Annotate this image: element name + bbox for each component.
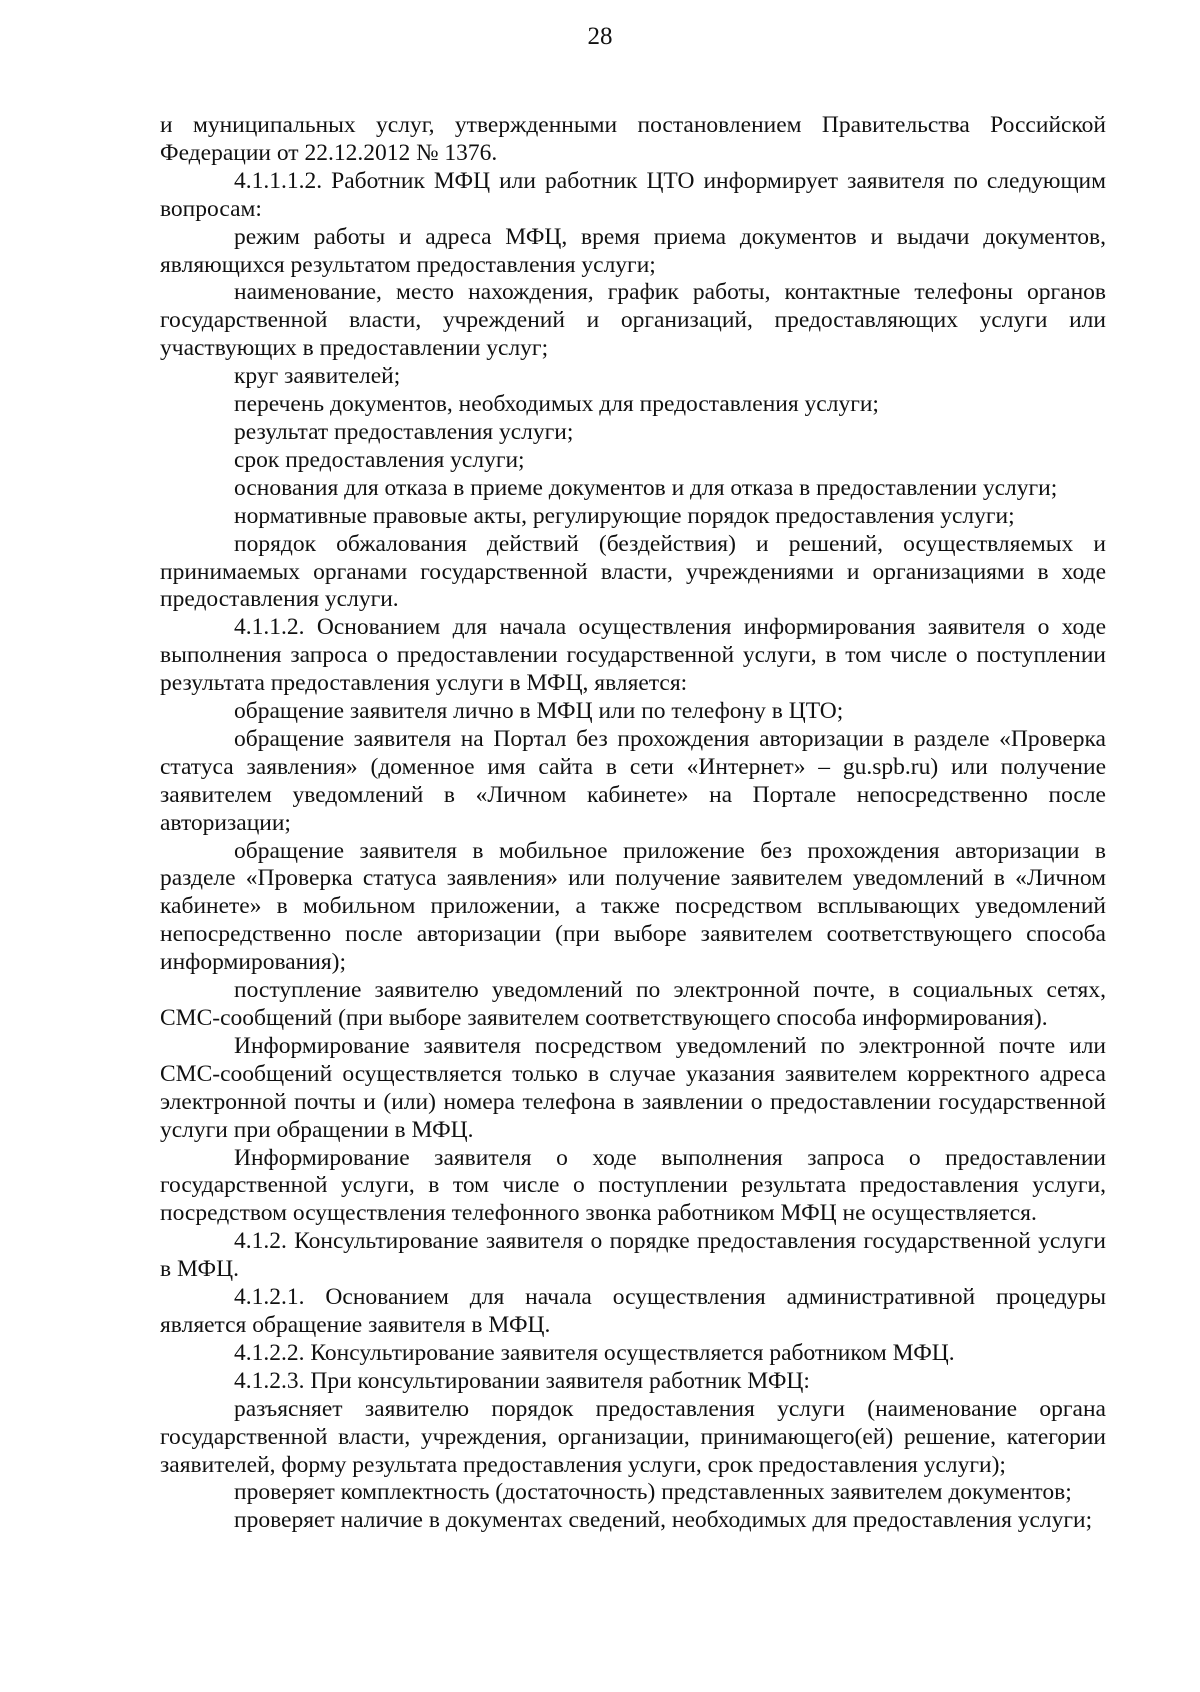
paragraph: проверяет комплектность (достаточность) представленных заявителем документов; <box>234 1479 1072 1506</box>
paragraph: нормативные правовые акты, регулирующие порядок предоставления услуги; <box>234 502 1015 529</box>
paragraph: режим работы и адреса МФЦ, время приема документов и выдачи документов, являющихся результатом предоставления услуги; <box>160 223 1106 278</box>
paragraph: 4.1.2. Консультирование заявителя о порядке предоставления государственной услуги в МФЦ. <box>160 1228 1106 1283</box>
paragraph: Информирование заявителя о ходе выполнения запроса о предоставлении государственной услуги, в том числе о поступлении результата предоставления услуги, посредством осуществления телефонного звонка работником МФЦ не осуществляется. <box>160 1144 1106 1227</box>
paragraph: 4.1.1.2. Основанием для начала осуществления информирования заявителя о ходе выполнения запроса о предоставлении государственной услуги, в том числе о поступлении результата предоставления услуги в МФЦ, является: <box>160 614 1106 697</box>
paragraph: обращение заявителя лично в МФЦ или по телефону в ЦТО; <box>234 698 844 725</box>
paragraph: 4.1.1.1.2. Работник МФЦ или работник ЦТО информирует заявителя по следующим вопросам: <box>160 167 1106 222</box>
paragraph: разъясняет заявителю порядок предоставления услуги (наименование органа государственной власти, учреждения, организации, принимающего(ей) решение, категории заявителей, форму результата предоставления услуги, срок предоставления услуги); <box>160 1395 1106 1478</box>
paragraph: и муниципальных услуг, утвержденными постановлением Правительства Российской Федерации от 22.12.2012 № 1376. <box>160 112 1106 166</box>
paragraph: 4.1.2.2. Консультирование заявителя осуществляется работником МФЦ. <box>234 1339 955 1366</box>
paragraph: перечень документов, необходимых для предоставления услуги; <box>234 391 879 418</box>
paragraph: Информирование заявителя посредством уведомлений по электронной почте или СМС-сообщений осуществляется только в случае указания заявителем корректного адреса электронной почты и (или) номера телефона в заявлении о предоставлении государственной услуги при обращении в МФЦ. <box>160 1032 1106 1143</box>
paragraph: проверяет наличие в документах сведений, необходимых для предоставления услуги; <box>234 1507 1093 1534</box>
paragraph: основания для отказа в приеме документов и для отказа в предоставлении услуги; <box>234 474 1058 501</box>
paragraph: поступление заявителю уведомлений по электронной почте, в социальных сетях, СМС-сообщений (при выборе заявителем соответствующего способа информирования). <box>160 977 1106 1031</box>
paragraph: 4.1.2.1. Основанием для начала осуществления административной процедуры является обращение заявителя в МФЦ. <box>160 1284 1106 1338</box>
paragraph: обращение заявителя в мобильное приложение без прохождения авторизации в разделе «Проверка статуса заявления» или получение заявителем уведомлений в «Личном кабинете» в мобильном приложении, а также посредством всплывающих уведомлений непосредственно после авторизации (при выборе заявителем соответствующего способа информирования); <box>160 837 1106 976</box>
paragraph: срок предоставления услуги; <box>234 446 525 473</box>
paragraph: порядок обжалования действий (бездействия) и решений, осуществляемых и принимаемых органами государственной власти, учреждениями и организациями в ходе предоставления услуги. <box>160 530 1106 613</box>
paragraph: обращение заявителя на Портал без прохождения авторизации в разделе «Проверка статуса заявления» (доменное имя сайта в сети «Интернет» – gu.spb.ru) или получение заявителем уведомлений в «Личном кабинете» на Портале непосредственно после авторизации; <box>160 725 1106 836</box>
paragraph: 4.1.2.3. При консультировании заявителя работник МФЦ: <box>234 1367 810 1394</box>
paragraph: круг заявителей; <box>234 363 401 390</box>
page-body <box>160 112 1106 1535</box>
paragraph: результат предоставления услуги; <box>234 418 574 445</box>
page-number: 28 <box>587 23 613 50</box>
paragraph: наименование, место нахождения, график работы, контактные телефоны органов государственной власти, учреждений и организаций, предоставляющих услуги или участвующих в предоставлении услуг; <box>160 279 1106 362</box>
